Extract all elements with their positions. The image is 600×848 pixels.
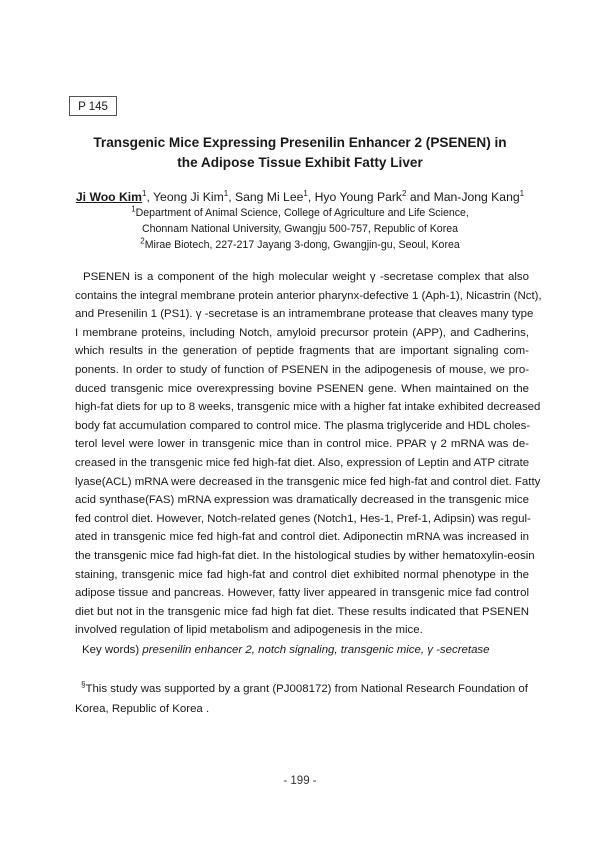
abstract-line: diet but not in the transgenic mice fad high fat diet. These results indicated that PSENEN: [75, 605, 529, 618]
affiliation-marker: 1: [519, 188, 525, 198]
affiliation-marker: 1: [303, 188, 308, 198]
author: , Hyo Young Park: [307, 190, 403, 204]
title-line-2: the Adipose Tissue Exhibit Fatty Liver: [177, 155, 423, 170]
affiliation-marker: 1: [142, 188, 147, 198]
affiliation-marker: 2: [140, 236, 145, 246]
abstract-line: fed control diet. However, Notch-related genes (Notch1, Hes-1, Pref-1, Adipsin) was regul-: [75, 512, 531, 525]
acknowledgment-line-1: [75, 679, 529, 699]
lead-author: Ji Woo Kim: [75, 190, 143, 204]
abstract-line: which results in the generation of peptide fragments that are important signaling com-: [75, 345, 529, 358]
abstract-line: creased in the transgenic mice fed high-fat diet. Also, expression of Leptin and ATP citrate: [75, 456, 530, 469]
affiliation-1-line-1: [50, 205, 550, 221]
affiliation-marker: 1: [223, 188, 229, 198]
section-mark: §: [81, 680, 86, 690]
affiliation-marker: 2: [402, 188, 407, 198]
affiliations: [50, 205, 550, 253]
keywords-line: [82, 641, 532, 659]
affiliation-text: Mirae Biotech, 227-217 Jayang 3-dong, Gwangjin-gu, Seoul, Korea: [144, 239, 460, 251]
abstract-line: body fat accumulation compared to control mice. The plasma triglyceride and HDL choles-: [75, 419, 531, 432]
abstract-line: ated in transgenic mice fed high-fat and control diet. Adiponectin mRNA was increased in: [75, 531, 529, 544]
paper-title: [60, 133, 540, 173]
keywords-label: Key words): [82, 644, 143, 656]
affiliation-1-line-2: Chonnam National University, Gwangju 500-757, Republic of Korea: [141, 223, 459, 235]
abstract-line: high-fat diets for up to 8 weeks, transgenic mice with a higher fat intake exhibited decreased: [75, 401, 541, 414]
abstract-line: staining, transgenic mice fad high-fat and control diet exhibited normal phenotype in the: [75, 568, 529, 581]
author: , Sang Mi Lee: [228, 190, 304, 204]
abstract-line: lyase(ACL) mRNA were decreased in the transgenic mice fed high-fat and control diet. Fatty: [75, 475, 541, 488]
poster-number-box: P 145: [69, 96, 117, 116]
affiliation-2-line-1: [50, 237, 550, 253]
author: , Yeong Ji Kim: [146, 190, 224, 204]
affiliation-text: Department of Animal Science, College of Agriculture and Life Science,: [135, 207, 469, 219]
acknowledgment-line-2: Korea, Republic of Korea .: [75, 703, 210, 715]
abstract-line: duced transgenic mice overexpressing bovine PSENEN gene. When maintained on the: [75, 382, 529, 395]
page-number: - 199 -: [283, 775, 317, 787]
abstract-line: ponents. In order to study of function of PSENEN in the adipogenesis of mouse, we pro-: [75, 363, 529, 376]
abstract-line: terol level were lower in transgenic mice than in control mice. PPAR γ 2 mRNA was de-: [75, 438, 529, 451]
abstract-line: acid synthase(FAS) mRNA expression was dramatically decreased in the transgenic mice: [75, 494, 529, 507]
affiliation-marker: 1: [131, 204, 136, 214]
abstract-line: involved regulation of lipid metabolism and adipogenesis in the mice.: [75, 624, 423, 637]
author-list: [50, 189, 550, 205]
keywords-terms: presenilin enhancer 2, notch signaling, transgenic mice, γ -secretase: [142, 644, 490, 656]
acknowledgment-text: This study was supported by a grant (PJ008172) from National Research Foundation of: [85, 683, 528, 695]
title-line-1: Transgenic Mice Expressing Presenilin Enhancer 2 (PSENEN) in: [93, 135, 507, 150]
abstract-line: contains the integral membrane protein anterior pharynx-defective 1 (Aph-1), Nicastrin (Nct),: [75, 289, 542, 302]
abstract-line: I membrane proteins, including Notch, amyloid precursor protein (APP), and Cadherins,: [75, 326, 529, 339]
acknowledgment: [75, 679, 529, 719]
abstract-line: PSENEN is a component of the high molecular weight γ -secretase complex that also: [83, 271, 529, 283]
abstract-line: and Presenilin 1 (PS1). γ -secretase is an intramembrane protease that cleaves many type: [75, 308, 534, 321]
author: and Man-Jong Kang: [406, 190, 520, 204]
abstract-line: the transgenic mice fad high-fat diet. In the histological studies by wither hematoxylin-eosin: [75, 549, 535, 562]
abstract-line: adipose tissue and pancreas. However, fatty liver appeared in transgenic mice fad control: [75, 587, 529, 600]
abstract-body: [75, 268, 542, 640]
